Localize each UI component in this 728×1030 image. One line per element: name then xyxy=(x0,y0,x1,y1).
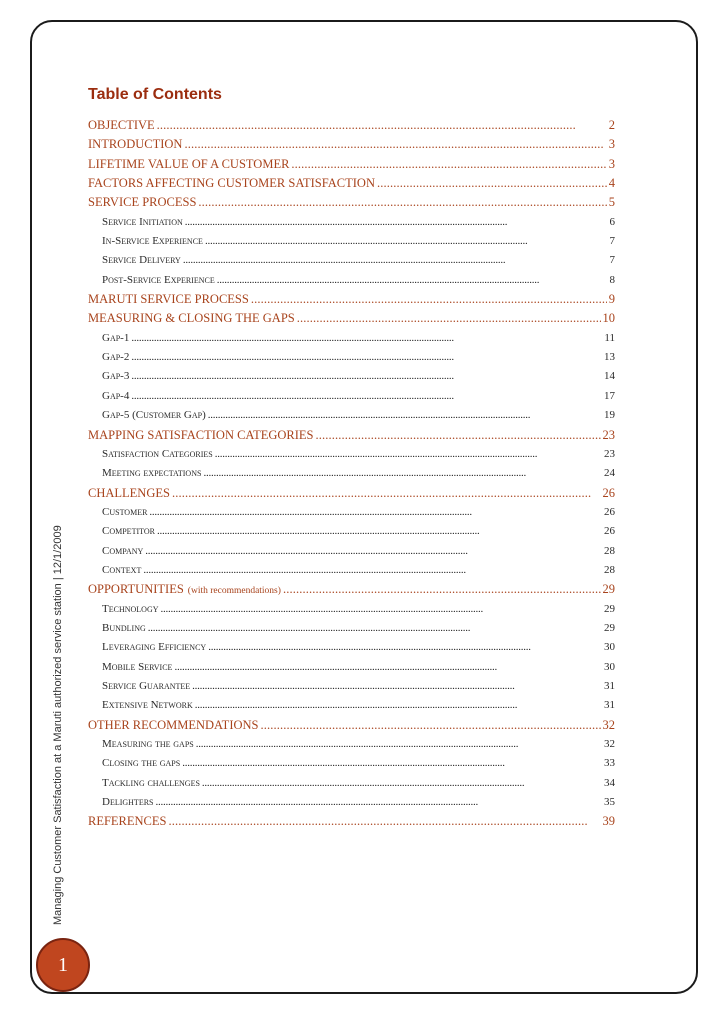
toc-entry-page: 23 xyxy=(602,427,615,442)
toc-entry-label: Extensive Network xyxy=(102,699,193,712)
toc-entry-label: OTHER RECOMMENDATIONS xyxy=(88,717,259,732)
toc-entry-page: 35 xyxy=(604,796,615,809)
toc-dot-leader xyxy=(143,561,602,580)
toc-dot-leader xyxy=(157,522,602,541)
toc-entry-page: 13 xyxy=(604,351,615,364)
toc-entry[interactable] xyxy=(88,696,615,715)
toc-entry[interactable] xyxy=(88,251,615,270)
toc-entry[interactable] xyxy=(88,271,615,290)
toc-entry-page: 7 xyxy=(609,235,615,248)
toc-entry[interactable] xyxy=(88,406,615,425)
toc-entry-label: Service Guarantee xyxy=(102,679,191,692)
toc-dot-leader xyxy=(183,251,608,270)
toc-entry[interactable] xyxy=(88,600,615,619)
toc-entry-label: MAPPING SATISFACTION CATEGORIES xyxy=(88,427,314,442)
toc-dot-leader xyxy=(208,638,602,657)
toc-entry[interactable] xyxy=(88,329,615,348)
toc-dot-leader xyxy=(377,174,607,193)
toc-dot-leader xyxy=(131,329,602,348)
toc-entry[interactable] xyxy=(88,735,615,754)
toc-entry[interactable] xyxy=(88,387,615,406)
toc-entry-label: SERVICE PROCESS xyxy=(88,195,197,210)
toc-entry-page: 29 xyxy=(604,621,615,634)
toc-entry-sublabel: (with recommendations) xyxy=(187,586,281,597)
toc-entry-label: Company xyxy=(102,544,144,557)
toc-entry-label: Delighters xyxy=(102,796,154,809)
page-number-badge: 1 xyxy=(36,938,90,992)
toc-entry-label: Tackling challenges xyxy=(102,776,200,789)
toc-entry-page: 33 xyxy=(604,757,615,770)
toc-entry-label: Context xyxy=(102,563,142,576)
toc-entry-page: 4 xyxy=(608,176,615,191)
toc-entry[interactable] xyxy=(88,116,615,135)
toc-dot-leader xyxy=(185,213,608,232)
toc-dot-leader xyxy=(291,155,606,174)
toc-entry-label: LIFETIME VALUE OF A CUSTOMER xyxy=(88,156,290,171)
toc-entry[interactable] xyxy=(88,638,615,657)
toc-dot-leader xyxy=(169,812,601,831)
toc-entry-label: Gap-2 xyxy=(102,351,130,364)
toc-dot-leader xyxy=(196,735,602,754)
toc-list xyxy=(88,116,615,832)
toc-entry-page: 11 xyxy=(604,331,615,344)
toc-entry-page: 24 xyxy=(604,467,615,480)
toc-entry[interactable] xyxy=(88,290,615,309)
toc-entry[interactable] xyxy=(88,367,615,386)
toc-entry[interactable] xyxy=(88,174,615,193)
toc-entry-label: Gap-4 xyxy=(102,389,130,402)
toc-entry[interactable] xyxy=(88,793,615,812)
toc-entry[interactable] xyxy=(88,716,615,735)
toc-entry-page: 29 xyxy=(602,582,615,597)
toc-entry-page: 30 xyxy=(604,641,615,654)
toc-entry-page: 28 xyxy=(604,563,615,576)
toc-entry[interactable] xyxy=(88,484,615,503)
toc-entry-page: 34 xyxy=(604,776,615,789)
toc-entry-page: 32 xyxy=(602,717,615,732)
toc-entry-label: REFERENCES xyxy=(88,814,167,829)
toc-entry[interactable] xyxy=(88,135,615,154)
toc-entry-label: Meeting expectations xyxy=(102,467,202,480)
toc-entry-label: Gap-3 xyxy=(102,370,130,383)
toc-entry-page: 7 xyxy=(609,254,615,267)
toc-dot-leader xyxy=(161,600,603,619)
toc-entry-label: Gap-1 xyxy=(102,331,130,344)
toc-entry-label: Service Initiation xyxy=(102,215,183,228)
toc-entry-page: 17 xyxy=(604,389,615,402)
toc-title: Table of Contents xyxy=(88,86,222,103)
toc-entry[interactable] xyxy=(88,561,615,580)
toc-dot-leader xyxy=(157,116,607,135)
toc-entry[interactable] xyxy=(88,677,615,696)
toc-entry[interactable] xyxy=(88,348,615,367)
toc-entry-label: In-Service Experience xyxy=(102,235,203,248)
toc-dot-leader xyxy=(149,503,602,522)
toc-entry-page: 30 xyxy=(604,660,615,673)
toc-entry[interactable] xyxy=(88,619,615,638)
toc-entry-page: 9 xyxy=(608,292,615,307)
toc-entry-label: Service Delivery xyxy=(102,254,181,267)
toc-dot-leader xyxy=(251,290,607,309)
toc-entry-label: Bundling xyxy=(102,621,146,634)
toc-entry-page: 31 xyxy=(604,699,615,712)
toc-entry-page: 8 xyxy=(609,273,615,286)
toc-entry-label: MEASURING & CLOSING THE GAPS xyxy=(88,311,295,326)
toc-entry-page: 26 xyxy=(604,505,615,518)
toc-entry-page: 2 xyxy=(608,118,615,132)
toc-dot-leader xyxy=(205,232,608,251)
toc-entry-page: 31 xyxy=(604,679,615,692)
toc-entry-page: 32 xyxy=(604,738,615,750)
toc-dot-leader xyxy=(198,193,606,212)
toc-entry[interactable] xyxy=(88,155,615,174)
toc-dot-leader xyxy=(202,774,602,793)
toc-dot-leader xyxy=(261,716,601,735)
toc-entry-page: 5 xyxy=(608,195,615,210)
toc-entry-label: FACTORS AFFECTING CUSTOMER SATISFACTION xyxy=(88,176,375,191)
toc-entry-label: MARUTI SERVICE PROCESS xyxy=(88,292,249,307)
toc-dot-leader xyxy=(131,348,602,367)
toc-entry-label: Competitor xyxy=(102,525,155,538)
toc-entry[interactable] xyxy=(88,309,615,328)
running-header: Managing Customer Satisfaction at a Maruti authorized service station | 12/1/2009 xyxy=(52,525,64,925)
toc-entry-page: 6 xyxy=(609,215,615,228)
toc-entry-label: Closing the gaps xyxy=(102,757,181,770)
toc-entry-label: Leveraging Efficiency xyxy=(102,641,207,654)
toc-entry-label: OPPORTUNITIES xyxy=(88,582,184,597)
toc-entry-label: OBJECTIVE xyxy=(88,118,155,132)
toc-entry-page: 23 xyxy=(604,447,615,460)
toc-dot-leader xyxy=(145,542,602,561)
toc-entry-page: 10 xyxy=(602,311,615,326)
toc-entry[interactable] xyxy=(88,812,615,831)
toc-dot-leader xyxy=(316,426,601,445)
toc-dot-leader xyxy=(131,387,602,406)
toc-entry-label: Mobile Service xyxy=(102,660,173,673)
toc-entry[interactable] xyxy=(88,580,615,599)
toc-dot-leader xyxy=(131,367,602,386)
toc-entry[interactable] xyxy=(88,445,615,464)
toc-dot-leader xyxy=(203,464,602,483)
toc-dot-leader xyxy=(215,445,602,464)
toc-dot-leader xyxy=(283,580,601,599)
toc-dot-leader xyxy=(174,658,602,677)
toc-dot-leader xyxy=(148,619,602,638)
toc-dot-leader xyxy=(297,309,601,328)
toc-entry-page: 26 xyxy=(604,525,615,538)
toc-entry[interactable] xyxy=(88,542,615,561)
toc-entry[interactable] xyxy=(88,522,615,541)
toc-dot-leader xyxy=(192,677,602,696)
toc-entry-page: 28 xyxy=(604,544,615,557)
toc-entry-page: 39 xyxy=(602,814,615,829)
toc-entry-page: 29 xyxy=(604,602,615,615)
toc-dot-leader xyxy=(195,696,602,715)
toc-dot-leader xyxy=(156,793,603,812)
toc-entry-page: 14 xyxy=(604,370,615,383)
toc-entry-page: 19 xyxy=(604,409,615,422)
toc-dot-leader xyxy=(172,484,601,503)
toc-entry-label: INTRODUCTION xyxy=(88,137,183,152)
toc-entry-label: Gap-5 (Customer Gap) xyxy=(102,409,206,422)
toc-entry[interactable] xyxy=(88,658,615,677)
toc-entry[interactable] xyxy=(88,193,615,212)
toc-entry-label: Technology xyxy=(102,602,159,615)
toc-entry-page: 3 xyxy=(608,137,615,152)
toc-entry-label: Satisfaction Categories xyxy=(102,447,213,460)
toc-entry[interactable] xyxy=(88,774,615,793)
toc-entry-label: Customer xyxy=(102,505,148,518)
toc-entry-label: Measuring the gaps xyxy=(102,738,194,750)
toc-entry[interactable] xyxy=(88,754,615,773)
toc-entry-page: 26 xyxy=(602,485,615,500)
toc-entry[interactable] xyxy=(88,232,615,251)
toc-entry-label: Post-Service Experience xyxy=(102,273,215,286)
toc-entry-page: 3 xyxy=(608,156,615,171)
toc-dot-leader xyxy=(208,406,602,425)
toc-entry[interactable] xyxy=(88,426,615,445)
toc-entry[interactable] xyxy=(88,213,615,232)
toc-entry[interactable] xyxy=(88,464,615,483)
toc-dot-leader xyxy=(184,135,606,154)
toc-entry[interactable] xyxy=(88,503,615,522)
toc-entry-label: CHALLENGES xyxy=(88,485,170,500)
toc-dot-leader xyxy=(217,271,608,290)
toc-dot-leader xyxy=(182,754,602,773)
